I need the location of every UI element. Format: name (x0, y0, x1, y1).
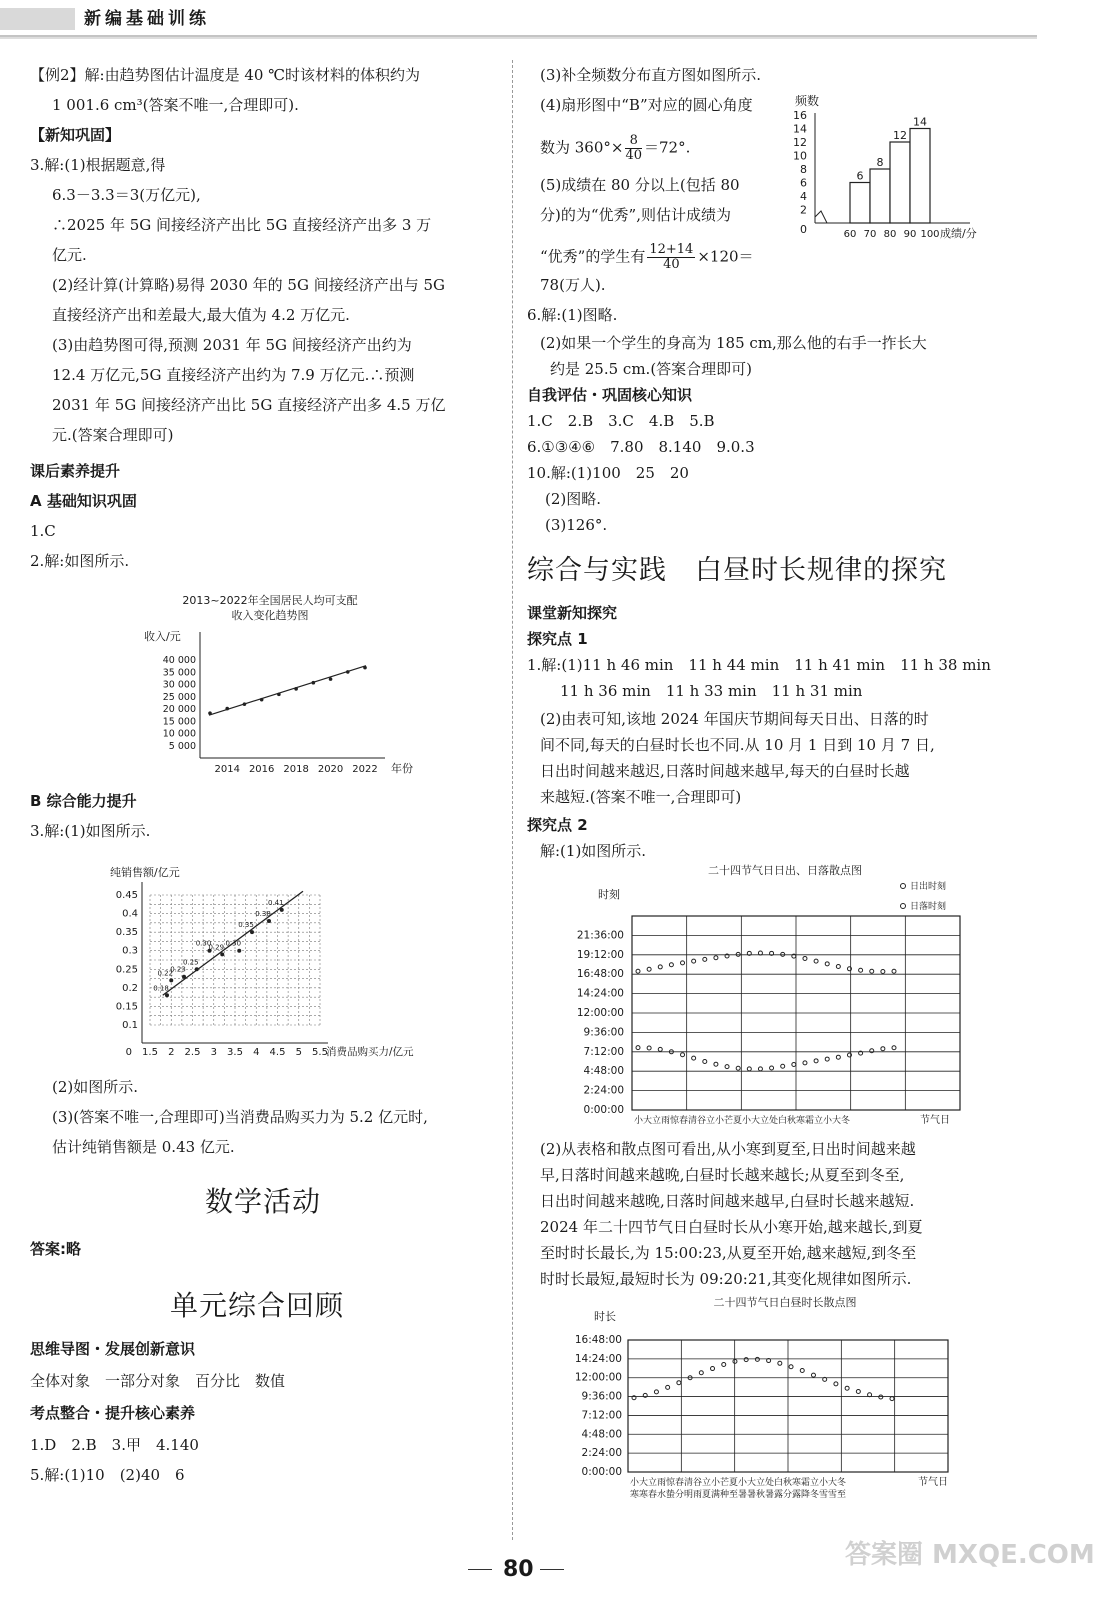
right-c-line-5: (2)由表可知,该地 2024 年国庆节期间每天日出、日落的时 (540, 710, 929, 728)
chart5-ytick: 4:48:00 (581, 1428, 622, 1441)
right-line-3-end: ＝72°. (644, 138, 691, 157)
chart4-ytick: 21:36:00 (576, 929, 624, 942)
chart1-ytick: 10 000 (162, 728, 196, 740)
income-trend-chart (120, 592, 420, 777)
chart4-point-sunset (781, 952, 785, 956)
column-divider (512, 60, 513, 1540)
right-c-line-10: 解:(1)如图所示. (540, 842, 647, 860)
score-histogram (785, 95, 1015, 245)
chart5-ytick: 9:36:00 (581, 1390, 622, 1403)
left3-line-3: 估计纯销售额是 0.43 亿元. (52, 1138, 235, 1156)
chart5-point (711, 1367, 715, 1371)
left-line-8: (2)经计算(计算略)易得 2030 年的 5G 间接经济产出与 5G (52, 276, 446, 294)
chart5-point (834, 1382, 838, 1386)
left-line-12: 2031 年 5G 间接经济产出比 5G 直接经济产出多 4.5 万亿 (52, 396, 446, 414)
chart4-ytick: 12:00:00 (576, 1007, 624, 1019)
chart1-ytick: 40 000 (162, 655, 196, 666)
left-line-2: 1 001.6 cm³(答案不唯一,合理即可). (52, 96, 299, 114)
right-line-1: (3)补全频数分布直方图如图所示. (540, 66, 762, 84)
chart5-point (811, 1373, 815, 1377)
footer-rule-left (468, 1569, 492, 1570)
chart3-ytick: 8 (800, 163, 807, 176)
chart1-point (294, 687, 298, 691)
chart5-ytick: 14:24:00 (574, 1352, 622, 1365)
chart2-point (237, 949, 241, 953)
right-d-line-2: 早,日落时间越来越晚,白昼时长越来越长;从夏至到冬至, (540, 1166, 905, 1184)
chart1-trend-line (209, 666, 366, 716)
footer-rule-right (540, 1569, 564, 1570)
chart5-point (856, 1389, 860, 1393)
fraction-8-40 (625, 134, 642, 163)
chart4-point-sunrise (792, 1062, 796, 1066)
left-line-11: 12.4 万亿元,5G 直接经济产出约为 7.9 万亿元.∴预测 (52, 366, 415, 384)
right-b-line-9: (3)126°. (545, 516, 608, 534)
chart2-point (165, 993, 169, 997)
right-line-6-end: ×120＝ (697, 247, 754, 266)
chart4-point-sunset (636, 969, 640, 973)
left-line-7: 亿元. (52, 246, 87, 264)
chart1-point (329, 677, 333, 681)
chart2-data-label: 0.30 (225, 939, 242, 948)
chart2-data-label: 0.41 (267, 898, 284, 907)
chart2-xtick: 5 (295, 1047, 302, 1058)
chart4-legend-marker-1 (901, 884, 906, 889)
chart3-axis-break (815, 211, 827, 223)
chart5-point (722, 1362, 726, 1366)
right-d-line-1: (2)从表格和散点图可看出,从小寒到夏至,日出时间越来越 (540, 1140, 916, 1158)
chart3-ylabel: 频数 (795, 94, 820, 108)
chart2-xtick: 4.5 (269, 1047, 286, 1058)
chart2-ytick: 0.25 (115, 964, 138, 976)
chart5-point (666, 1385, 670, 1389)
chart2-point (280, 908, 284, 912)
sales-scatter-chart (110, 860, 455, 1060)
chart5-xticks-row2: 寒寒春水蛰分明雨夏满种至暑暑秋暑露分露降冬雪雪至 (630, 1490, 847, 1500)
chart3-bar (910, 129, 930, 224)
chart4-point-sunrise (692, 1056, 696, 1060)
chart5-point (845, 1386, 849, 1390)
chart2-origin: 0 (125, 1047, 132, 1058)
chart3-bar-label: 12 (893, 129, 907, 142)
chart4-point-sunrise (770, 1066, 774, 1070)
chart4-point-sunrise (892, 1046, 896, 1050)
chart4-xlabel: 节气日 (920, 1115, 950, 1126)
right-line-6 (540, 243, 754, 272)
chart5-point (755, 1357, 759, 1361)
right-line-6-text: “优秀”的学生有 (540, 247, 646, 266)
left-line-6: ∴2025 年 5G 间接经济产出比 5G 直接经济产出多 3 万 (52, 216, 432, 234)
chart4-point-sunset (736, 952, 740, 956)
right-c-line-4: 11 h 36 min 11 h 33 min 11 h 31 min (560, 682, 863, 700)
review-line-1: 思维导图・发展创新意识 (30, 1340, 196, 1358)
chart4-point-sunrise (714, 1062, 718, 1066)
right-b-line-3: 约是 25.5 cm.(答案合理即可) (550, 360, 753, 378)
chart5-ytick: 0:00:00 (581, 1466, 622, 1478)
chart5-ytick: 2:24:00 (581, 1447, 622, 1460)
chart5-ytick: 16:48:00 (574, 1334, 622, 1346)
chart5-xticks-row1: 小大立雨惊春清谷立小芒夏小大立处白秋寒霜立小大冬 (630, 1478, 847, 1488)
left-line-5: 6.3－3.3＝3(万亿元), (52, 186, 201, 204)
chart4-point-sunrise (681, 1053, 685, 1057)
chart4-legend-1: 日出时刻 (910, 882, 947, 892)
chart4-point-sunrise (747, 1067, 751, 1071)
chart3-ytick: 2 (800, 203, 807, 217)
chart4-ytick: 14:24:00 (576, 987, 624, 1000)
chart1-point (260, 698, 264, 702)
sunrise-sunset-chart (560, 858, 975, 1130)
chart2-ytick: 0.3 (122, 945, 138, 957)
chart2-ytick: 0.4 (122, 908, 138, 920)
chart4-point-sunrise (703, 1060, 707, 1064)
chart1-point (312, 681, 316, 685)
chart5-point (778, 1361, 782, 1365)
chart4-point-sunrise (781, 1064, 785, 1068)
chart4-point-sunset (803, 956, 807, 960)
chart3-ytick: 12 (793, 136, 807, 149)
left-line-13: 元.(答案合理即可) (52, 426, 174, 444)
chart5-point (890, 1397, 894, 1401)
chart1-point (346, 670, 350, 674)
chart1-point (243, 702, 247, 706)
chart3-bar-label: 8 (876, 156, 884, 169)
chart4-point-sunrise (825, 1057, 829, 1061)
left-line-16: 1.C (30, 522, 56, 540)
chart1-ytick: 5 000 (168, 740, 196, 752)
chart1-point (225, 707, 229, 711)
chart3-xtick: 90 (903, 229, 917, 240)
chart3-xtick: 70 (863, 229, 877, 240)
right-line-4: (5)成绩在 80 分以上(包括 80 (540, 176, 740, 194)
chart4-point-sunrise (725, 1065, 729, 1069)
chart4-point-sunrise (758, 1067, 762, 1071)
chart2-xtick: 2.5 (184, 1047, 201, 1058)
chart5-point (677, 1381, 681, 1385)
page-header (0, 0, 1037, 40)
watermark: 答案圈 MXQE.COM (845, 1540, 1095, 1570)
chart1-xtick: 2018 (283, 764, 309, 775)
right-c-line-7: 日出时间越来越迟,日落时间越来越早,每天的白昼时长越 (540, 762, 910, 780)
chart4-point-sunset (714, 956, 718, 960)
right-d-line-4: 2024 年二十四节气日白昼时长从小寒开始,越来越长,到夏 (540, 1218, 923, 1236)
chart2-point (195, 967, 199, 971)
chart1-xtick: 2022 (352, 764, 378, 775)
chart1-ytick: 20 000 (162, 704, 196, 715)
chart2-data-label: 0.23 (170, 965, 186, 974)
right-d-line-6: 时时长最短,最短时长为 09:20:21,其变化规律如图所示. (540, 1270, 912, 1288)
frac1-den: 40 (625, 148, 643, 163)
chart2-data-label: 0.25 (182, 958, 199, 967)
right-b-line-7: 10.解:(1)100 25 20 (527, 464, 689, 482)
left-line-9: 直接经济产出和差最大,最大值为 4.2 万亿元. (52, 306, 350, 324)
chart5-point (800, 1369, 804, 1373)
frac2-den: 40 (663, 257, 680, 272)
chart3-xtick: 100 (920, 229, 940, 240)
chart2-ytick: 0.15 (115, 1001, 138, 1013)
left-line-3: 【新知巩固】 (30, 126, 121, 144)
chart3-ytick: 4 (800, 190, 807, 203)
right-c-line-9: 探究点 2 (527, 816, 588, 834)
right-line-3 (540, 134, 690, 163)
chart4-point-sunset (814, 959, 818, 963)
chart1-xtick: 2014 (214, 764, 240, 775)
chart4-ytick: 7:12:00 (583, 1045, 624, 1058)
chart4-point-sunrise (881, 1047, 885, 1051)
chart4-point-sunset (647, 967, 651, 971)
chart2-point (250, 930, 254, 934)
chart2-xtick: 3 (210, 1047, 217, 1058)
chart4-ytick: 0:00:00 (583, 1104, 624, 1116)
chart4-ytick: 2:24:00 (583, 1084, 624, 1097)
unit-review-title: 单元综合回顾 (170, 1289, 345, 1322)
frac2-num: 12+14 (649, 242, 694, 257)
left2-line-2: 3.解:(1)如图所示. (30, 822, 151, 840)
chart5-point (789, 1365, 793, 1369)
chart4-legend-2: 日落时刻 (910, 902, 947, 912)
chart4-point-sunset (669, 963, 673, 967)
chart4-ytick: 16:48:00 (576, 968, 624, 981)
chart4-point-sunset (692, 959, 696, 963)
chart1-title-line2: 收入变化趋势图 (231, 609, 309, 622)
chart3-ytick: 6 (800, 176, 807, 190)
chart4-point-sunset (681, 961, 685, 965)
chart5-ytick: 12:00:00 (574, 1371, 622, 1384)
chart2-xlabel: 消费品购买力/亿元 (326, 1046, 414, 1058)
chart4-point-sunrise (836, 1055, 840, 1059)
left-line-1: 【例2】解:由趋势图估计温度是 40 ℃时该材料的体积约为 (30, 66, 421, 84)
chart2-point (267, 919, 271, 923)
chart1-ytick: 30 000 (162, 679, 196, 691)
chart4-point-sunrise (736, 1066, 740, 1070)
right-c-line-1: 课堂新知探究 (527, 604, 618, 622)
left-line-17: 2.解:如图所示. (30, 552, 130, 570)
chart4-ytick: 9:36:00 (583, 1026, 624, 1039)
review-line-3: 考点整合・提升核心素养 (30, 1404, 196, 1422)
left3-line-2: (3)(答案不唯一,合理即可)当消费品购买力为 5.2 亿元时, (52, 1108, 428, 1126)
chart4-ytick: 4:48:00 (583, 1065, 624, 1078)
chart2-data-label: 0.29 (208, 943, 225, 952)
chart4-point-sunrise (658, 1047, 662, 1051)
chart1-ytick: 25 000 (162, 691, 196, 703)
chart4-point-sunrise (636, 1046, 640, 1050)
chart3-ytick: 16 (793, 109, 807, 122)
chart4-point-sunrise (647, 1046, 651, 1050)
review-line-2: 全体对象 一部分对象 百分比 数值 (30, 1372, 286, 1390)
chart4-point-sunset (892, 969, 896, 973)
chart4-point-sunset (881, 970, 885, 974)
chart1-ytick: 35 000 (162, 667, 196, 679)
right-b-line-6: 6.①③④⑥ 7.80 8.140 9.0.3 (527, 438, 755, 456)
right-line-2: (4)扇形图中“B”对应的圆心角度 (540, 96, 753, 114)
chart3-bar (890, 142, 910, 223)
chart1-point (277, 693, 281, 697)
page-number: 80 (503, 1557, 534, 1582)
chart5-title: 二十四节气日白昼时长散点图 (713, 1296, 857, 1309)
chart3-bar-label: 14 (913, 115, 927, 129)
chart2-point (169, 978, 173, 982)
right-b-line-8: (2)图略. (545, 490, 602, 508)
chart4-point-sunset (870, 969, 874, 973)
frac1-num: 8 (625, 134, 642, 149)
chart2-xtick: 4 (253, 1047, 260, 1058)
right-b-line-1: 6.解:(1)图略. (527, 306, 618, 324)
review-line-4: 1.D 2.B 3.甲 4.140 (30, 1436, 199, 1454)
chart2-point (182, 975, 186, 979)
chart3-bar (870, 169, 890, 223)
chart4-xticks: 小大立雨惊春清谷立小芒夏小大立处白秋寒霜立小大冬 (634, 1116, 851, 1126)
chart2-ytick: 0.35 (115, 927, 138, 939)
chart5-point (654, 1390, 658, 1394)
fraction-26-40 (647, 243, 695, 272)
chart2-data-label: 0.35 (238, 921, 254, 930)
right-d-line-5: 至时时长最长,为 15:00:23,从夏至开始,越来越短,到冬至 (540, 1244, 917, 1262)
chart2-xtick: 5.5 (312, 1047, 328, 1058)
chart3-ytick: 10 (793, 149, 807, 163)
review-line-5: 5.解:(1)10 (2)40 6 (30, 1466, 185, 1484)
right-b-line-5: 1.C 2.B 3.C 4.B 5.B (527, 412, 715, 430)
chart4-ylabel: 时刻 (598, 888, 620, 901)
chart2-ytick: 0.45 (115, 890, 138, 901)
chart5-point (699, 1371, 703, 1375)
right-line-3-text: 数为 360°× (540, 138, 624, 157)
chart1-xlabel: 年份 (391, 762, 413, 775)
chart2-data-label: 0.18 (153, 984, 169, 993)
chart4-point-sunset (859, 968, 863, 972)
chart3-bar-label: 6 (856, 169, 864, 183)
left-line-4: 3.解:(1)根据题意,得 (30, 156, 166, 174)
left-line-15: A 基础知识巩固 (30, 492, 137, 510)
left-line-14: 课后素养提升 (30, 462, 121, 480)
chart5-point (744, 1358, 748, 1362)
right-d-line-3: 日出时间越来越晚,日落时间越来越早,白昼时长越来越短. (540, 1192, 915, 1210)
right-b-line-4: 自我评估・巩固核心知识 (527, 386, 693, 404)
chart2-data-label: 0.30 (195, 939, 212, 948)
chart5-ytick: 7:12:00 (581, 1409, 622, 1422)
chart2-data-label: 0.22 (157, 969, 174, 978)
math-activity-title: 数学活动 (205, 1185, 322, 1218)
chart4-legend-marker-2 (901, 904, 906, 909)
chart2-ytick: 0.1 (122, 1020, 138, 1031)
chart2-xtick: 3.5 (227, 1047, 243, 1058)
chart3-xtick: 80 (883, 229, 897, 240)
header-title: 新编基础训练 (84, 9, 210, 29)
chart1-xtick: 2016 (248, 764, 275, 775)
chart4-point-sunset (658, 965, 662, 969)
chart2-point (220, 952, 224, 956)
left-line-10: (3)由趋势图可得,预测 2031 年 5G 间接经济产出约为 (52, 336, 412, 354)
right-c-line-8: 来越短.(答案不唯一,合理即可) (540, 788, 742, 806)
chart4-point-sunset (825, 962, 829, 966)
right-c-line-6: 间不同,每天的白昼时长也不同.从 10 月 1 日到 10 月 7 日, (540, 736, 935, 754)
chart4-ytick: 19:12:00 (576, 948, 624, 961)
chart3-xtick: 60 (843, 229, 857, 240)
right-line-5: 分)的为“优秀”,则估计成绩为 (540, 206, 731, 224)
chart1-ylabel: 收入/元 (144, 630, 181, 643)
chart1-xtick: 2020 (317, 764, 344, 775)
chart1-ytick: 15 000 (162, 716, 196, 728)
chart3-bar (850, 183, 870, 224)
chart3-xlabel: 成绩/分 (940, 227, 977, 240)
chart4-point-sunset (836, 965, 840, 969)
chart3-origin: 0 (800, 223, 807, 236)
math-activity-answer: 答案:略 (30, 1240, 81, 1258)
chart2-ylabel: 纯销售额/亿元 (110, 866, 180, 879)
chart5-point (868, 1393, 872, 1397)
chart2-ytick: 0.2 (122, 982, 138, 994)
chart4-title: 二十四节气日日出、日落散点图 (708, 864, 862, 877)
right-c-line-3: 1.解:(1)11 h 46 min 11 h 44 min 11 h 41 min 11 h 38 min (527, 656, 991, 674)
chart4-point-sunrise (814, 1059, 818, 1063)
right-b-line-2: (2)如果一个学生的身高为 185 cm,那么他的右手一拃长大 (540, 334, 927, 352)
left3-line-1: (2)如图所示. (52, 1078, 139, 1096)
chart2-data-label: 0.38 (255, 910, 271, 918)
chart1-title-line1: 2013~2022年全国居民人均可支配 (182, 594, 358, 607)
chart1-point (208, 711, 212, 715)
chart5-xlabel: 节气日 (918, 1477, 948, 1488)
chart2-xtick: 1.5 (142, 1047, 158, 1058)
section-title: 综合与实践 白昼时长规律的探究 (527, 555, 947, 586)
daylight-duration-chart (560, 1292, 975, 1522)
chart4-point-sunrise (803, 1061, 807, 1065)
right-line-7: 78(万人). (540, 276, 606, 294)
chart4-point-sunset (703, 957, 707, 961)
chart3-ytick: 14 (793, 122, 807, 136)
chart2-xtick: 2 (168, 1047, 175, 1058)
left2-line-1: B 综合能力提升 (30, 792, 137, 810)
right-c-line-2: 探究点 1 (527, 630, 588, 648)
chart1-point (363, 666, 367, 670)
chart5-ylabel: 时长 (594, 1310, 616, 1323)
